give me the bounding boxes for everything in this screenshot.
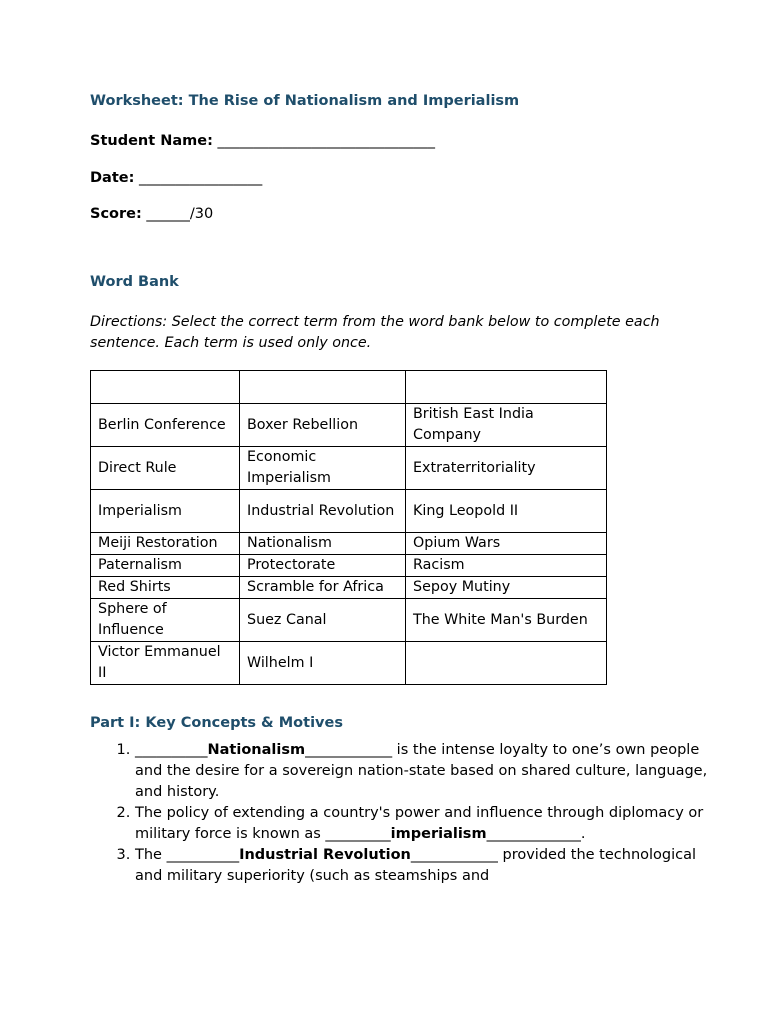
- table-cell: Sepoy Mutiny: [406, 577, 607, 599]
- student-name-field: [90, 133, 435, 149]
- word-bank-heading: Word Bank: [90, 274, 179, 290]
- date-field: [90, 170, 262, 186]
- table-cell: Wilhelm I: [240, 642, 406, 685]
- part1-heading: Part I: Key Concepts & Motives: [90, 715, 343, 731]
- list-item: [135, 845, 725, 887]
- question-text: __________: [135, 742, 208, 758]
- table-row: [91, 371, 607, 404]
- table-cell: [406, 642, 607, 685]
- list-item: [135, 740, 725, 803]
- table-row: [91, 599, 607, 642]
- table-row: [91, 533, 607, 555]
- table-cell: Paternalism: [91, 555, 240, 577]
- table-row: [91, 447, 607, 490]
- table-cell: Imperialism: [91, 490, 240, 533]
- student-name-label: Student Name:: [90, 133, 213, 149]
- table-cell: [240, 371, 406, 404]
- date-blank: _________________: [139, 170, 263, 186]
- table-row: [91, 404, 607, 447]
- table-cell: Protectorate: [240, 555, 406, 577]
- table-cell: Extraterritoriality: [406, 447, 607, 490]
- list-item: [135, 803, 725, 845]
- table-cell: [91, 371, 240, 404]
- score-blank: ______/30: [146, 206, 214, 222]
- question-text: The __________: [135, 847, 240, 863]
- table-cell: Red Shirts: [91, 577, 240, 599]
- question-text: The policy of extending a country's power and influence through diplomacy or military force is known as _________: [135, 805, 704, 842]
- question-text: ____________ is the intense loyalty to one’s own people and the desire for a sovereign nation-state based on shared culture, language, and history.: [135, 742, 708, 800]
- table-row: [91, 490, 607, 533]
- table-cell: [406, 371, 607, 404]
- table-cell: Sphere of Influence: [91, 599, 240, 642]
- table-cell: Suez Canal: [240, 599, 406, 642]
- question-text: ____________ provided the technological and military superiority (such as steamships and: [135, 847, 697, 884]
- table-cell: Nationalism: [240, 533, 406, 555]
- student-name-blank: ______________________________: [217, 133, 435, 149]
- worksheet-title: Worksheet: The Rise of Nationalism and Imperialism: [90, 93, 520, 109]
- question-text: _____________.: [486, 826, 586, 842]
- part1-question-list: [90, 740, 725, 887]
- word-bank-directions: Directions: Select the correct term from the word bank below to complete each sentence. Each term is used only once.: [90, 314, 660, 351]
- table-cell: Opium Wars: [406, 533, 607, 555]
- table-cell: The White Man's Burden: [406, 599, 607, 642]
- table-cell: Industrial Revolution: [240, 490, 406, 533]
- table-cell: Meiji Restoration: [91, 533, 240, 555]
- score-field: [90, 206, 213, 222]
- score-label: Score:: [90, 206, 142, 222]
- word-bank-table: [90, 370, 607, 685]
- table-cell: Scramble for Africa: [240, 577, 406, 599]
- table-row: [91, 642, 607, 685]
- table-cell: Boxer Rebellion: [240, 404, 406, 447]
- table-row: [91, 555, 607, 577]
- answer-text: imperialism: [390, 826, 487, 842]
- table-cell: Racism: [406, 555, 607, 577]
- table-cell: Economic Imperialism: [240, 447, 406, 490]
- answer-text: Nationalism: [207, 742, 306, 758]
- table-cell: Berlin Conference: [91, 404, 240, 447]
- table-cell: King Leopold II: [406, 490, 607, 533]
- table-cell: British East India Company: [406, 404, 607, 447]
- table-row: [91, 577, 607, 599]
- table-cell: Victor Emmanuel II: [91, 642, 240, 685]
- table-cell: Direct Rule: [91, 447, 240, 490]
- answer-text: Industrial Revolution: [239, 847, 411, 863]
- date-label: Date:: [90, 170, 135, 186]
